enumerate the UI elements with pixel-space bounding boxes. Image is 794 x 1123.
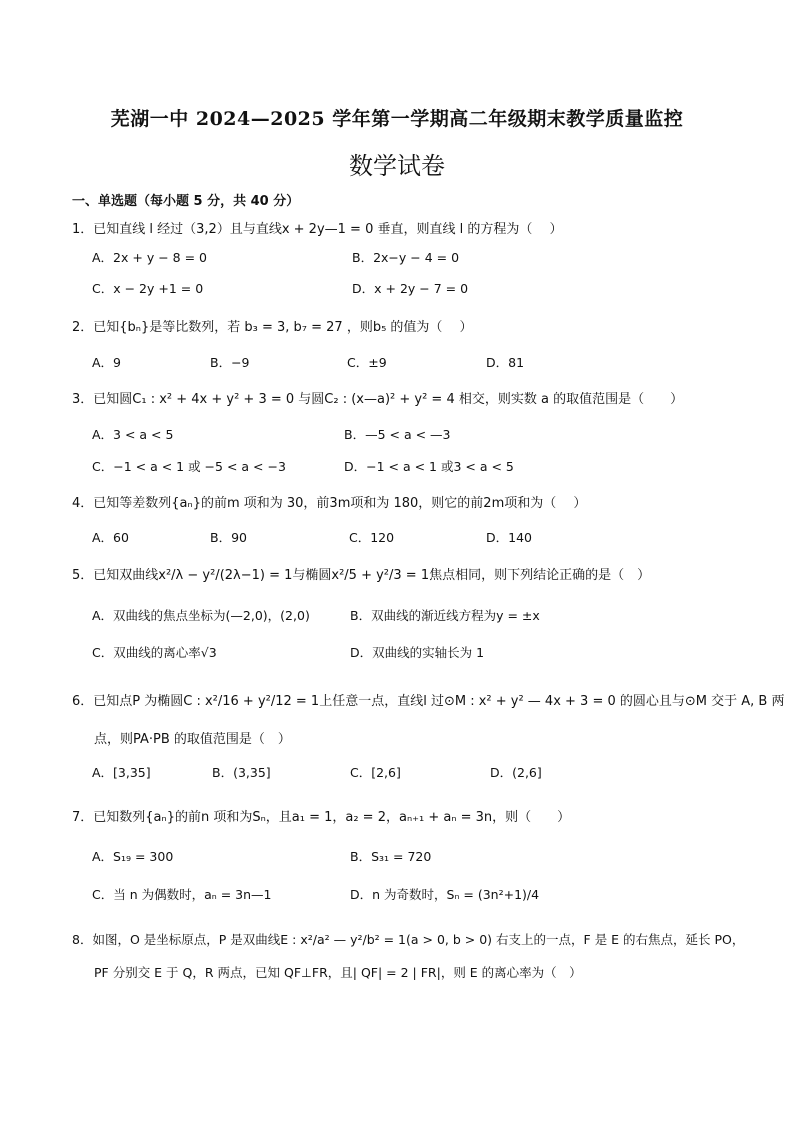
- question-2-option-c: C．±9: [347, 355, 387, 370]
- question-6-stem-line2: 点，则PA·PB 的取值范围是（ ）: [94, 732, 291, 747]
- question-6-option-d: D．(2,6]: [490, 765, 542, 780]
- question-8-stem-line2: PF 分别交 E 于 Q，R 两点，已知 QF⊥FR，且| QF| = 2 | FR|，则 E 的离心率为（ ）: [94, 965, 582, 980]
- question-1-option-c: C．x − 2y +1 = 0: [92, 281, 204, 296]
- question-1-option-b: B．2x−y − 4 = 0: [352, 250, 460, 265]
- question-6-option-c: C．[2,6]: [350, 765, 401, 780]
- question-4-option-d: D．140: [486, 530, 532, 545]
- question-5-option-a: A．双曲线的焦点坐标为(—2,0)，(2,0): [92, 608, 310, 623]
- question-5-option-c: C．双曲线的离心率√3: [92, 645, 217, 660]
- question-2-option-a: A．9: [92, 355, 122, 370]
- question-8-stem: 8．如图，O 是坐标原点，P 是双曲线E : x²/a² — y²/b² = 1(a > 0, b > 0) 右支上的一点，F 是 E 的右焦点，延长 PO，: [72, 932, 745, 947]
- question-3-stem: 3．已知圆C₁ : x² + 4x + y² + 3 = 0 与圆C₂ : (x—a)² + y² = 4 相交，则实数 a 的取值范围是（ ）: [72, 392, 684, 407]
- question-6-option-b: B．(3,35]: [212, 765, 271, 780]
- question-2-option-b: B．−9: [210, 355, 250, 370]
- question-3-option-a: A．3 < a < 5: [92, 427, 174, 442]
- question-1-stem: 1．已知直线 l 经过（3,2）且与直线x + 2y—1 = 0 垂直，则直线 l 的方程为（ ）: [72, 222, 563, 237]
- exam-subtitle: 数学试卷: [349, 152, 445, 180]
- question-5-stem: 5．已知双曲线x²/λ − y²/(2λ−1) = 1与椭圆x²/5 + y²/3 = 1焦点相同，则下列结论正确的是（ ）: [72, 568, 651, 583]
- question-6-option-a: A．[3,35]: [92, 765, 151, 780]
- question-7-option-a: A．S₁₉ = 300: [92, 849, 174, 864]
- exam-title: 芜湖一中 2024—2025 学年第一学期高二年级期末教学质量监控: [110, 108, 684, 130]
- question-4-option-a: A．60: [92, 530, 129, 545]
- question-3-option-b: B．—5 < a < —3: [344, 427, 451, 442]
- question-3-option-d: D．−1 < a < 1 或3 < a < 5: [344, 459, 514, 474]
- question-4-option-b: B．90: [210, 530, 247, 545]
- question-7-option-b: B．S₃₁ = 720: [350, 849, 432, 864]
- section-heading: 一、单选题（每小题 5 分，共 40 分）: [72, 194, 300, 209]
- question-1-option-d: D．x + 2y − 7 = 0: [352, 281, 469, 296]
- question-7-option-d: D．n 为奇数时，Sₙ = (3n²+1)/4: [350, 887, 540, 902]
- question-5-option-d: D．双曲线的实轴长为 1: [350, 645, 485, 660]
- question-7-stem: 7．已知数列{aₙ}的前n 项和为Sₙ，且a₁ = 1，a₂ = 2，aₙ₊₁ + aₙ = 3n，则（ ）: [72, 810, 571, 825]
- question-1-option-a: A．2x + y − 8 = 0: [92, 250, 207, 265]
- question-4-stem: 4．已知等差数列{aₙ}的前m 项和为 30，前3m项和为 180，则它的前2m项和为（ ）: [72, 496, 587, 511]
- question-5-option-b: B．双曲线的渐近线方程为y = ±x: [350, 608, 540, 623]
- question-2-option-d: D．81: [486, 355, 525, 370]
- question-7-option-c: C．当 n 为偶数时，aₙ = 3n—1: [92, 887, 272, 902]
- question-3-option-c: C．−1 < a < 1 或 −5 < a < −3: [92, 459, 286, 474]
- question-4-option-c: C．120: [349, 530, 395, 545]
- question-2-stem: 2．已知{bₙ}是等比数列，若 b₃ = 3, b₇ = 27 ，则b₅ 的值为（ ）: [72, 320, 473, 335]
- question-6-stem: 6．已知点P 为椭圆C : x²/16 + y²/12 = 1上任意一点，直线l 过⊙M : x² + y² — 4x + 3 = 0 的圆心且与⊙M 交于 A, B 两: [72, 694, 785, 709]
